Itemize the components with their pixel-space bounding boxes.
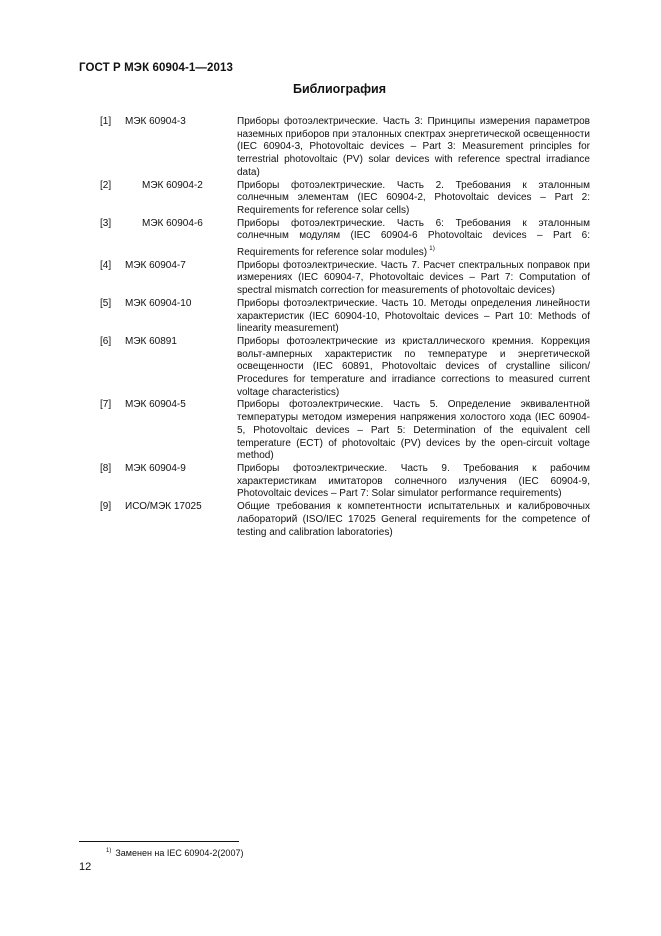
entry-standard-code: МЭК 60904-7 <box>125 259 186 271</box>
entry-description <box>237 116 590 180</box>
entry-standard-code: МЭК 60904-5 <box>125 399 186 411</box>
document-header: ГОСТ Р МЭК 60904-1—2013 <box>79 62 233 74</box>
bibliography-entry <box>96 116 590 180</box>
entry-description <box>237 399 590 463</box>
entry-description <box>237 336 590 400</box>
footnote <box>106 848 243 858</box>
bibliography-entry <box>96 399 590 463</box>
entry-description-text: Приборы фотоэлектрические. Часть 6: Требования к эталонным солнечным модулям (IEC 60904-6 Photovoltaic devices – Part 6: Requirements for reference solar modules) <box>237 217 590 259</box>
entry-number: [7] <box>100 399 112 411</box>
entry-standard-code: МЭК 60904-2 <box>142 179 203 191</box>
entry-number: [6] <box>100 335 112 347</box>
entry-standard-code: МЭК 60904-6 <box>142 217 203 229</box>
entry-number: [4] <box>100 259 112 271</box>
entry-number: [2] <box>100 179 112 191</box>
entry-standard-code: ИСО/МЭК 17025 <box>125 501 202 513</box>
entry-description-text: Приборы фотоэлектрические. Часть 9. Требования к рабочим характеристикам имитаторов солнечного излучения (IEC 60904-9, Photovoltaic devices – Part 7: Solar simulator performance requirements) <box>237 462 590 500</box>
entry-description <box>237 260 590 298</box>
bibliography-entry <box>96 463 590 501</box>
entry-description-text: Приборы фотоэлектрические. Часть 3: Принципы измерения параметров наземных приборов при эталонных спектрах энергетической освещенности (IEC 60904-3, Photovoltaic devices – Part 3: Measurement principles for terrestrial photovoltaic (PV) solar devices with reference spectral irradiance data) <box>237 116 590 178</box>
entry-description-text: Приборы фотоэлектрические. Часть 2. Требования к эталонным солнечным элементам (IEC 60904-2, Photovoltaic devices – Part 2: Requirements for reference solar cells) <box>237 179 590 216</box>
entry-description <box>237 463 590 501</box>
bibliography-list <box>96 116 590 539</box>
entry-standard-code: МЭК 60904-10 <box>125 297 192 309</box>
bibliography-entry <box>96 298 590 336</box>
entry-number: [1] <box>100 116 112 127</box>
entry-description-text: Приборы фотоэлектрические. Часть 10. Методы определения линейности характеристик (IEC 60904-10, Photovoltaic devices – Part 10: Methods of linearity measurement) <box>237 297 590 335</box>
entry-description <box>237 218 590 260</box>
footnote-mark: 1) <box>106 848 112 854</box>
entry-number: [9] <box>100 501 112 513</box>
entry-description-text: Общие требования к компетентности испытательных и калибровочных лабораторий (ISO/IEC 17025 General requirements for the competence of testing and calibration laboratories) <box>237 501 590 538</box>
bibliography-entry <box>96 336 590 400</box>
entry-description <box>237 180 590 218</box>
entry-description-text: Приборы фотоэлектрические. Часть 5. Определение эквивалентной температуры методом измерения напряжения холостого хода (IEC 60904-5, Photovoltaic devices – Part 5: Determination of the equivalent cell temperature (ECT) of photovoltaic (PV) devices by the open-circuit voltage method) <box>237 399 590 462</box>
entry-number: [3] <box>100 217 112 229</box>
entry-standard-code: МЭК 60904-9 <box>125 462 186 474</box>
bibliography-entry <box>96 218 590 260</box>
bibliography-entry <box>96 501 590 539</box>
page-title: Библиография <box>292 82 387 96</box>
footnote-divider <box>79 841 239 842</box>
bibliography-entry <box>96 260 590 298</box>
page-number: 12 <box>79 861 92 873</box>
entry-number: [5] <box>100 297 112 309</box>
entry-standard-code: МЭК 60891 <box>125 335 177 347</box>
footnote-text: Заменен на IEC 60904-2(2007) <box>115 848 244 858</box>
entry-description <box>237 298 590 336</box>
entry-number: [8] <box>100 462 112 474</box>
entry-description-text: Приборы фотоэлектрические из кристаллического кремния. Коррекция вольт-амперных характеристик по температуре и энергетической освещенности (IEC 60891, Photovoltaic devices of crystalline silicon/ Procedures for temperature and irradiance corrections to measured current voltage characteristics) <box>237 335 590 398</box>
entry-description <box>237 501 590 539</box>
footnote-reference: 1) <box>429 245 435 253</box>
entry-description-text: Приборы фотоэлектрические. Часть 7. Расчет спектральных поправок при измерениях (IEC 60904-7, Photovoltaic devices – Part 7: Computation of spectral mismatch correction for measurements of photovoltaic devices) <box>237 259 590 297</box>
entry-standard-code: МЭК 60904-3 <box>125 116 186 127</box>
bibliography-entry <box>96 180 590 218</box>
